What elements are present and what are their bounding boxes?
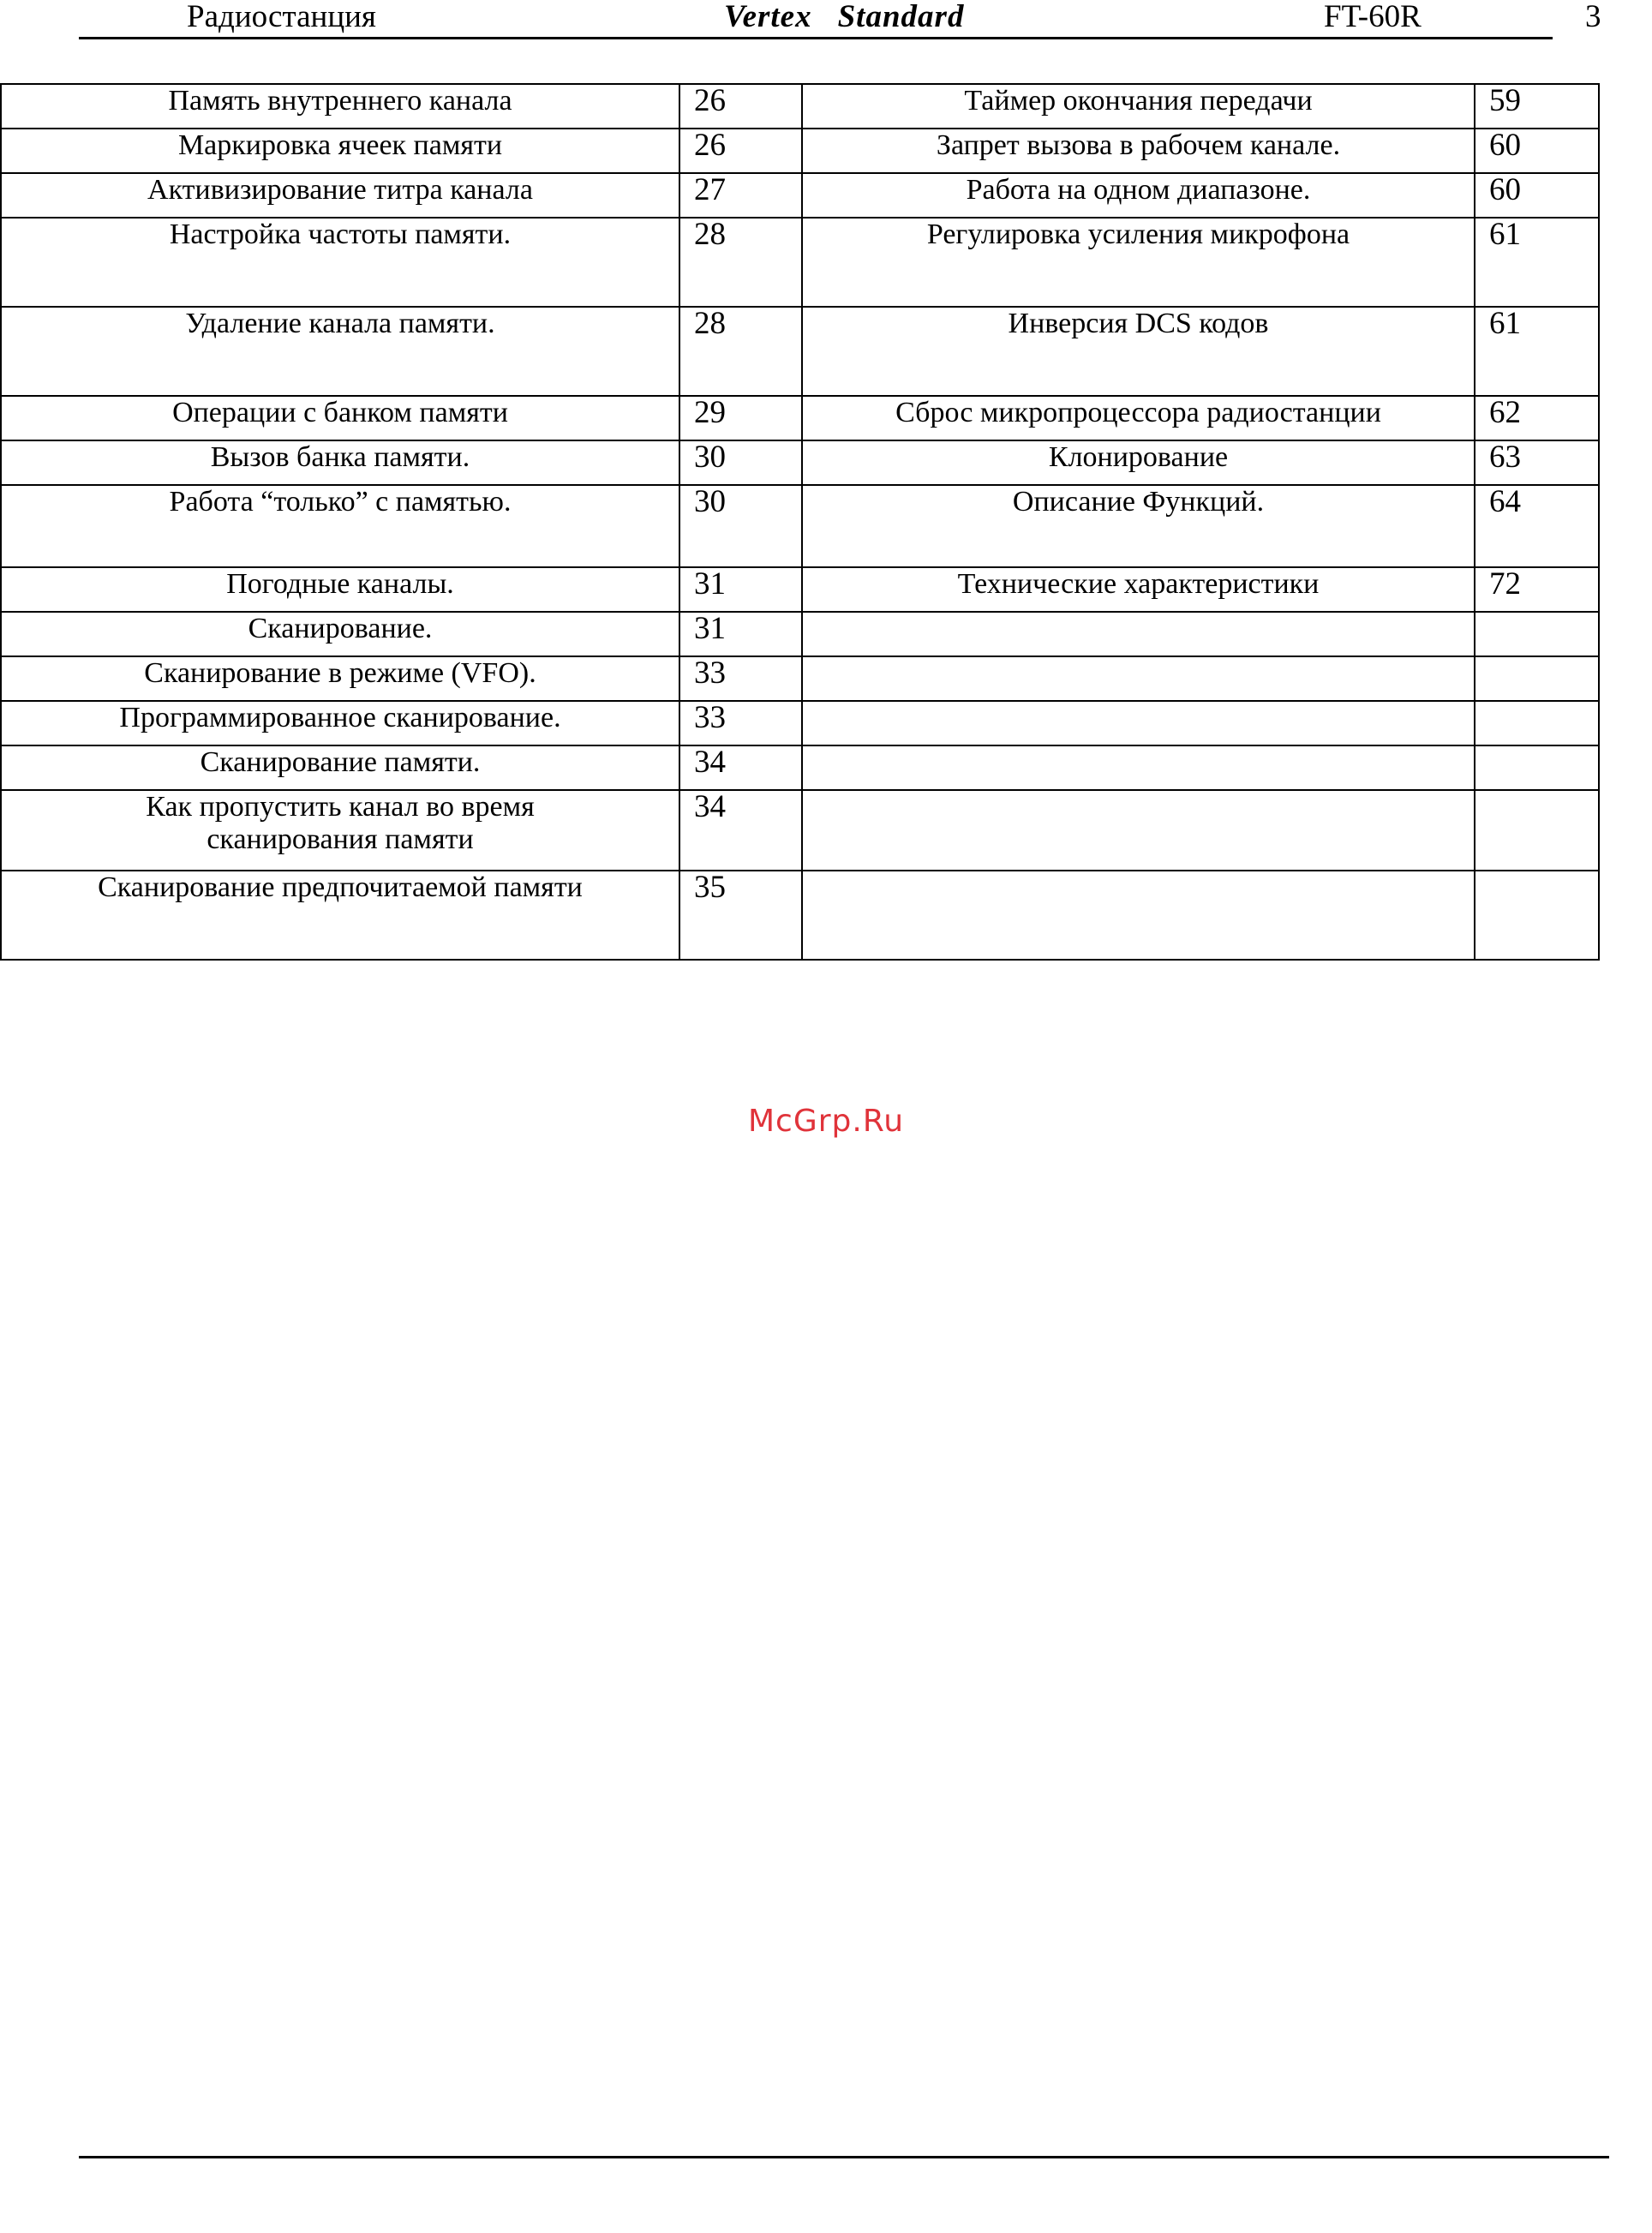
toc-row <box>1 84 1599 129</box>
toc-right-title <box>802 701 1475 745</box>
header-title: Радиостанция <box>187 0 376 34</box>
toc-right-page: 60 <box>1475 129 1599 173</box>
toc-right-page: 61 <box>1475 218 1599 307</box>
toc-right-page <box>1475 871 1599 960</box>
toc-left-page: 35 <box>679 871 802 960</box>
header-brand-word1: Vertex <box>724 0 812 34</box>
toc-row <box>1 745 1599 790</box>
toc-left-page: 28 <box>679 307 802 396</box>
toc-right-title <box>802 871 1475 960</box>
toc-left-title: Сканирование в режиме (VFO). <box>1 656 679 701</box>
toc-right-title <box>802 612 1475 656</box>
toc-right-title: Инверсия DCS кодов <box>802 307 1475 396</box>
toc-left-page: 34 <box>679 745 802 790</box>
toc-table <box>0 83 1600 961</box>
toc-row <box>1 307 1599 396</box>
toc-right-title: Таймер окончания передачи <box>802 84 1475 129</box>
toc-left-title: Удаление канала памяти. <box>1 307 679 396</box>
toc-left-page: 33 <box>679 656 802 701</box>
toc-right-page <box>1475 656 1599 701</box>
toc-right-title <box>802 745 1475 790</box>
toc-right-title: Регулировка усиления микрофона <box>802 218 1475 307</box>
toc-right-page: 62 <box>1475 396 1599 440</box>
toc-left-page: 28 <box>679 218 802 307</box>
toc-left-page: 31 <box>679 567 802 612</box>
toc-left-page: 34 <box>679 790 802 871</box>
toc-left-page: 27 <box>679 173 802 218</box>
header-model: FT-60R <box>1324 0 1422 34</box>
toc-left-page: 26 <box>679 84 802 129</box>
toc-left-title: Вызов банка памяти. <box>1 440 679 485</box>
toc-right-page: 59 <box>1475 84 1599 129</box>
toc-right-title <box>802 790 1475 871</box>
toc-right-page <box>1475 612 1599 656</box>
toc-row <box>1 871 1599 960</box>
toc-right-title <box>802 656 1475 701</box>
toc-right-title: Технические характеристики <box>802 567 1475 612</box>
toc-row <box>1 485 1599 567</box>
toc-right-title: Сброс микропроцессора радиостанции <box>802 396 1475 440</box>
toc-row <box>1 396 1599 440</box>
toc-row <box>1 129 1599 173</box>
toc-right-title: Работа на одном диапазоне. <box>802 173 1475 218</box>
toc-row <box>1 656 1599 701</box>
toc-row <box>1 567 1599 612</box>
toc-right-page: 61 <box>1475 307 1599 396</box>
watermark: McGrp.Ru <box>747 1104 905 1139</box>
toc-left-title: Маркировка ячеек памяти <box>1 129 679 173</box>
toc-left-page: 26 <box>679 129 802 173</box>
toc-right-page <box>1475 745 1599 790</box>
toc-right-page: 60 <box>1475 173 1599 218</box>
header-brand <box>724 0 964 34</box>
toc-right-page <box>1475 790 1599 871</box>
toc-left-title: Как пропустить канал во время сканирования памяти <box>1 790 679 871</box>
toc-left-title: Операции с банком памяти <box>1 396 679 440</box>
toc-right-title: Описание Функций. <box>802 485 1475 567</box>
footer-rule <box>79 2156 1609 2158</box>
toc-row <box>1 173 1599 218</box>
header-rule <box>79 37 1553 39</box>
toc-right-title: Запрет вызова в рабочем канале. <box>802 129 1475 173</box>
header-brand-word2: Standard <box>837 0 965 34</box>
toc-left-title: Программированное сканирование. <box>1 701 679 745</box>
toc-left-title: Работа “только” с памятью. <box>1 485 679 567</box>
toc-left-page: 33 <box>679 701 802 745</box>
toc-left-title: Сканирование предпочитаемой памяти <box>1 871 679 960</box>
toc-left-title: Память внутреннего канала <box>1 84 679 129</box>
toc-right-page: 63 <box>1475 440 1599 485</box>
toc-left-page: 31 <box>679 612 802 656</box>
toc-left-title: Настройка частоты памяти. <box>1 218 679 307</box>
toc-row <box>1 701 1599 745</box>
toc-right-page <box>1475 701 1599 745</box>
toc-left-title: Сканирование памяти. <box>1 745 679 790</box>
toc-row <box>1 218 1599 307</box>
toc-right-title: Клонирование <box>802 440 1475 485</box>
page-number: 3 <box>1585 0 1601 34</box>
toc-left-page: 29 <box>679 396 802 440</box>
toc-left-page: 30 <box>679 485 802 567</box>
toc-left-title: Погодные каналы. <box>1 567 679 612</box>
toc-left-title: Активизирование титра канала <box>1 173 679 218</box>
toc-left-page: 30 <box>679 440 802 485</box>
toc-row <box>1 612 1599 656</box>
toc-right-page: 72 <box>1475 567 1599 612</box>
toc-row <box>1 790 1599 871</box>
toc-right-page: 64 <box>1475 485 1599 567</box>
toc-row <box>1 440 1599 485</box>
toc-left-title: Сканирование. <box>1 612 679 656</box>
